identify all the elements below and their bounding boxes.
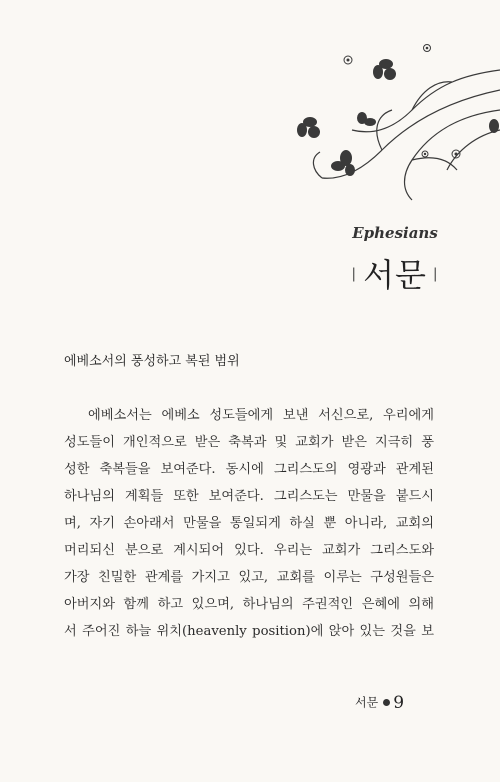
body-line: 가장 친밀한 관계를 가지고 있고, 교회를 이루는 구성원들은 xyxy=(64,570,434,585)
title-bar-left: | xyxy=(351,265,358,282)
body-line: 며, 자기 손아래서 만물을 통일되게 하실 뿐 아니라, 교회의 xyxy=(64,516,434,531)
body-line: 하나님의 계획들 또한 보여준다. 그리스도는 만물을 붙드시 xyxy=(64,489,434,504)
book-title: Ephesians xyxy=(352,224,438,242)
bullet-dot-icon xyxy=(383,699,390,706)
title-bar-right: | xyxy=(432,265,439,282)
body-line: 에베소서는 에베소 성도들에게 보낸 서신으로, 우리에게 xyxy=(88,408,434,423)
page-footer xyxy=(355,693,404,713)
chapter-title: 서문 xyxy=(363,256,427,294)
page-number: 9 xyxy=(393,693,405,713)
body-line: 서 주어진 하늘 위치(heavenly position)에 앉아 있는 것을 보 xyxy=(64,624,434,639)
body-line: 성한 축복들을 보여준다. 동시에 그리스도의 영광과 관계된 xyxy=(64,462,434,477)
body-line: 머리되신 분으로 계시되어 있다. 우리는 교회가 그리스도와 xyxy=(64,543,434,558)
footer-section-label: 서문 xyxy=(355,695,379,710)
body-line: 아버지와 함께 하고 있으며, 하나님의 주권적인 은혜에 의해 xyxy=(64,597,434,612)
body-paragraph xyxy=(64,402,434,645)
body-line: 성도들이 개인적으로 받은 축복과 및 교회가 받은 지극히 풍 xyxy=(64,435,434,450)
section-heading: 에베소서의 풍성하고 복된 범위 xyxy=(64,354,240,369)
floral-vine-icon xyxy=(262,30,500,205)
chapter-title-block xyxy=(325,250,465,296)
